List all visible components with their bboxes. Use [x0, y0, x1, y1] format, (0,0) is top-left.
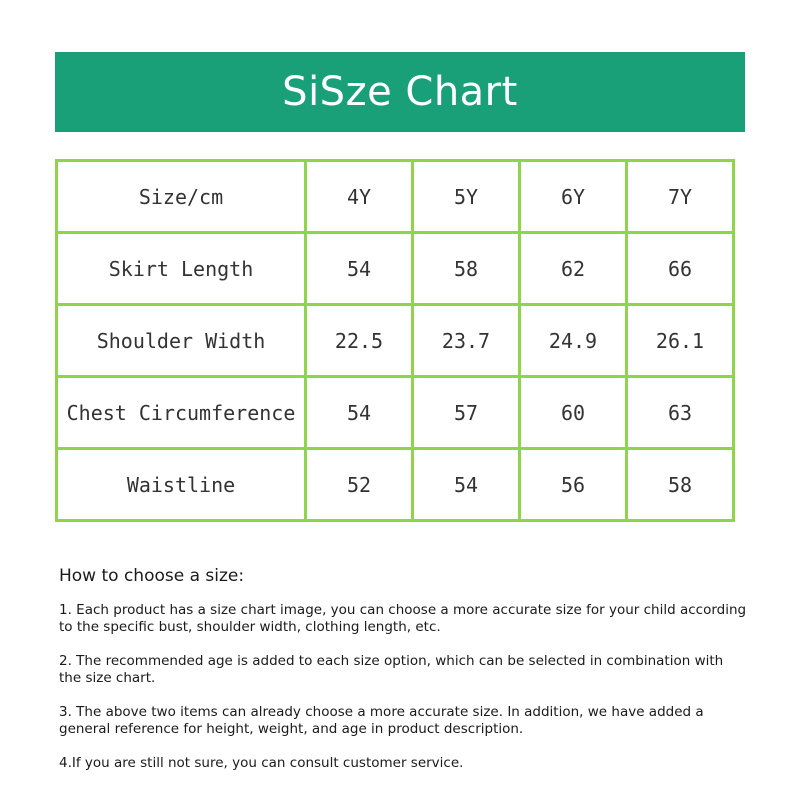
table-cell: 57 [413, 377, 520, 449]
row-label: Shoulder Width [57, 305, 306, 377]
how-to-item: 2. The recommended age is added to each size option, which can be selected in combination with the size chart. [59, 653, 724, 686]
how-to-title: How to choose a size: [59, 566, 245, 586]
table-header-row [57, 161, 734, 233]
table-row [57, 305, 734, 377]
page-title: SiSze Chart [282, 69, 518, 115]
row-label: Waistline [57, 449, 306, 521]
table-cell: 52 [306, 449, 413, 521]
how-to-choose-section [59, 566, 749, 789]
how-to-item: 3. The above two items can already choose a more accurate size. In addition, we have added a general reference for height, weight, and age in product description. [59, 704, 704, 737]
table-cell: 54 [306, 377, 413, 449]
table-cell: 58 [627, 449, 734, 521]
row-label: Chest Circumference [57, 377, 306, 449]
table-cell: 54 [413, 449, 520, 521]
size-chart-banner [55, 52, 745, 132]
table-row [57, 377, 734, 449]
header-cell-4y: 4Y [306, 161, 413, 233]
row-label: Skirt Length [57, 233, 306, 305]
how-to-item: 1. Each product has a size chart image, you can choose a more accurate size for your child according to the specific bust, shoulder width, clothing length, etc. [59, 602, 747, 635]
header-cell-5y: 5Y [413, 161, 520, 233]
table-cell: 56 [520, 449, 627, 521]
table-cell: 66 [627, 233, 734, 305]
table-cell: 62 [520, 233, 627, 305]
table-row [57, 233, 734, 305]
table-cell: 24.9 [520, 305, 627, 377]
header-cell-size: Size/cm [57, 161, 306, 233]
table-cell: 22.5 [306, 305, 413, 377]
table-cell: 23.7 [413, 305, 520, 377]
size-table-container [55, 159, 735, 522]
table-cell: 54 [306, 233, 413, 305]
table-cell: 60 [520, 377, 627, 449]
header-cell-6y: 6Y [520, 161, 627, 233]
size-table [55, 159, 735, 522]
table-cell: 26.1 [627, 305, 734, 377]
header-cell-7y: 7Y [627, 161, 734, 233]
table-row [57, 449, 734, 521]
table-cell: 58 [413, 233, 520, 305]
how-to-item: 4.If you are still not sure, you can consult customer service. [59, 755, 464, 771]
table-cell: 63 [627, 377, 734, 449]
